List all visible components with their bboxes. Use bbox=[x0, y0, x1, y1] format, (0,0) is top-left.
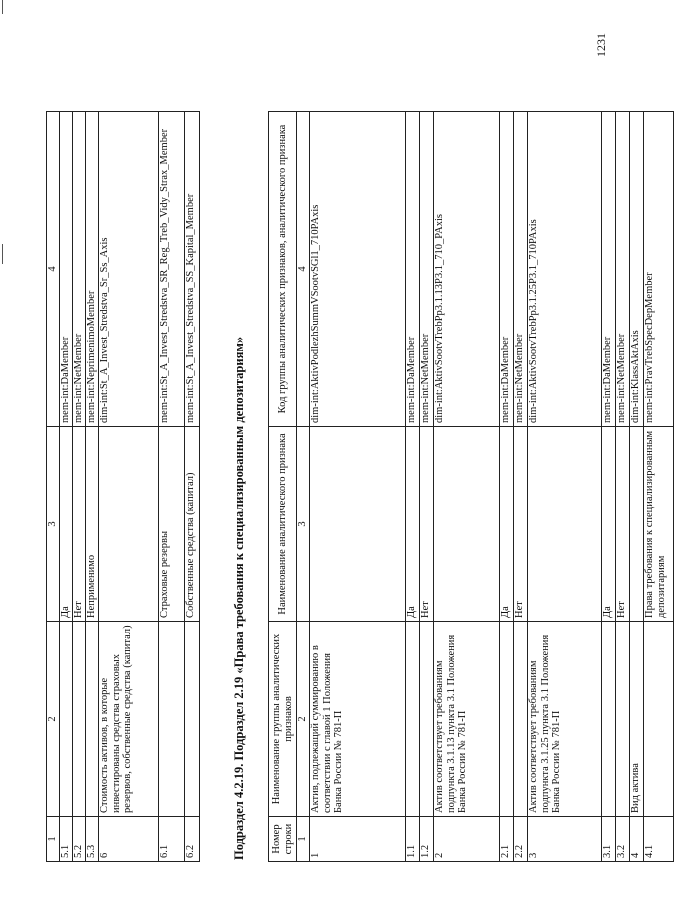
attribute-name: Да bbox=[60, 427, 73, 622]
group-name bbox=[73, 622, 86, 817]
table-row bbox=[616, 112, 630, 862]
row-number: 2 bbox=[434, 817, 500, 862]
scan-edge-mark-top bbox=[2, 0, 3, 14]
rotated-document bbox=[0, 22, 667, 862]
group-name bbox=[500, 622, 514, 817]
row-number: 1.1 bbox=[406, 817, 420, 862]
attribute-code: mem-int:NetMember bbox=[73, 112, 86, 427]
attribute-code: mem-int:DaMember bbox=[602, 112, 616, 427]
attribute-name: Нет bbox=[514, 427, 528, 622]
t1-header-col-3: 3 bbox=[47, 427, 60, 622]
table-row bbox=[86, 112, 99, 862]
row-number: 3 bbox=[528, 817, 602, 862]
attribute-code: dim-int:KlassAktAxis bbox=[630, 112, 644, 427]
group-name bbox=[185, 622, 200, 817]
group-name bbox=[420, 622, 434, 817]
table-row bbox=[310, 112, 406, 862]
attribute-name: Да bbox=[602, 427, 616, 622]
table-row bbox=[159, 112, 185, 862]
table-row bbox=[528, 112, 602, 862]
table-row bbox=[73, 112, 86, 862]
attribute-code: mem-int:NetMember bbox=[616, 112, 630, 427]
group-name bbox=[406, 622, 420, 817]
row-number: 6.1 bbox=[159, 817, 185, 862]
attribute-code: dim-int:St_A_Invest_Stredstva_Sr_Ss_Axis bbox=[99, 112, 159, 427]
table-top bbox=[46, 111, 200, 862]
attribute-name: Нет bbox=[616, 427, 630, 622]
t2-col-number-2: 2 bbox=[297, 622, 310, 817]
group-name: Актив соответствует требованиям подпункта 3.1.25 пункта 3.1 Положения Банка России № 781-П bbox=[528, 622, 602, 817]
row-number: 5.1 bbox=[60, 817, 73, 862]
row-number: 2.1 bbox=[500, 817, 514, 862]
t2-header-attribute-name: Наименование аналитического признака bbox=[269, 427, 297, 622]
attribute-name bbox=[630, 427, 644, 622]
attribute-name: Нет bbox=[73, 427, 86, 622]
table-row bbox=[630, 112, 644, 862]
t2-col-number-1: 1 bbox=[297, 817, 310, 862]
t2-col-number-4: 4 bbox=[297, 112, 310, 427]
table-row bbox=[406, 112, 420, 862]
attribute-name: Нет bbox=[420, 427, 434, 622]
attribute-name: Собственные средства (капитал) bbox=[185, 427, 200, 622]
attribute-name: Да bbox=[500, 427, 514, 622]
section-heading: Подраздел 4.2.19. Подраздел 2.19 «Права требования к специализированным депозитариям» bbox=[232, 336, 246, 860]
table-row bbox=[420, 112, 434, 862]
table-row bbox=[500, 112, 514, 862]
page-number: 1231 bbox=[594, 33, 608, 57]
attribute-code: mem-int:PravTrebSpecDepMember bbox=[644, 112, 674, 427]
row-number: 3.1 bbox=[602, 817, 616, 862]
attribute-code: mem-int:DaMember bbox=[406, 112, 420, 427]
table-row bbox=[514, 112, 528, 862]
table-row bbox=[644, 112, 674, 862]
attribute-name bbox=[434, 427, 500, 622]
t1-header-col-1: 1 bbox=[47, 817, 60, 862]
attribute-code: dim-int:AktivSootvTrebPp3.1.25P3.1_710PAxis bbox=[528, 112, 602, 427]
attribute-name bbox=[528, 427, 602, 622]
t2-header-row-number: Номер строки bbox=[269, 817, 297, 862]
table-row bbox=[434, 112, 500, 862]
row-number: 6.2 bbox=[185, 817, 200, 862]
group-name bbox=[60, 622, 73, 817]
attribute-code: dim-int:AktivSootvTrebPp3.1.13P3.1_710_PAxis bbox=[434, 112, 500, 427]
table-row bbox=[99, 112, 159, 862]
attribute-code: dim-int:AktivPodlezhSummVSootvSGl1_710PAxis bbox=[310, 112, 406, 427]
table-main bbox=[268, 111, 674, 862]
group-name bbox=[86, 622, 99, 817]
table-row bbox=[185, 112, 200, 862]
attribute-name: Неприменимо bbox=[86, 427, 99, 622]
attribute-code: mem-int:NeprimenimoMember bbox=[86, 112, 99, 427]
t2-header-attribute-code: Код группы аналитических признаков, аналитического признака bbox=[269, 112, 297, 427]
row-number: 3.2 bbox=[616, 817, 630, 862]
group-name bbox=[159, 622, 185, 817]
attribute-name bbox=[310, 427, 406, 622]
group-name bbox=[644, 622, 674, 817]
attribute-code: mem-int:St_A_Invest_Stredstva_SR_Reg_Treb_Vidy_Strax_Member bbox=[159, 112, 185, 427]
attribute-code: mem-int:NetMember bbox=[420, 112, 434, 427]
attribute-code: mem-int:DaMember bbox=[500, 112, 514, 427]
row-number: 4 bbox=[630, 817, 644, 862]
group-name bbox=[514, 622, 528, 817]
group-name bbox=[602, 622, 616, 817]
attribute-code: mem-int:St_A_Invest_Stredstva_SS_Kapital_Member bbox=[185, 112, 200, 427]
group-name: Актив соответствует требованиям подпункта 3.1.13 пункта 3.1 Положения Банка России № 781-П bbox=[434, 622, 500, 817]
row-number: 1 bbox=[310, 817, 406, 862]
row-number: 4.1 bbox=[644, 817, 674, 862]
t1-header-col-4: 4 bbox=[47, 112, 60, 427]
row-number: 5.2 bbox=[73, 817, 86, 862]
group-name bbox=[616, 622, 630, 817]
table-row bbox=[60, 112, 73, 862]
row-number: 6 bbox=[99, 817, 159, 862]
group-name: Актив, подлежащий суммированию в соответствии с главой 1 Положения Банка России № 781-П bbox=[310, 622, 406, 817]
attribute-code: mem-int:NetMember bbox=[514, 112, 528, 427]
attribute-code: mem-int:DaMember bbox=[60, 112, 73, 427]
attribute-name: Да bbox=[406, 427, 420, 622]
attribute-name: Права требования к специализированным депозитариям bbox=[644, 427, 674, 622]
row-number: 5.3 bbox=[86, 817, 99, 862]
t2-col-number-3: 3 bbox=[297, 427, 310, 622]
row-number: 1.2 bbox=[420, 817, 434, 862]
attribute-name bbox=[99, 427, 159, 622]
group-name: Стоимость активов, в которые инвестированы средства страховых резервов, собственные средства (капитал) bbox=[99, 622, 159, 817]
t1-header-col-2: 2 bbox=[47, 622, 60, 817]
row-number: 2.2 bbox=[514, 817, 528, 862]
table-row bbox=[602, 112, 616, 862]
attribute-name: Страховые резервы bbox=[159, 427, 185, 622]
t2-header-group-name: Наименование группы аналитических признаков bbox=[269, 622, 297, 817]
group-name: Вид актива bbox=[630, 622, 644, 817]
